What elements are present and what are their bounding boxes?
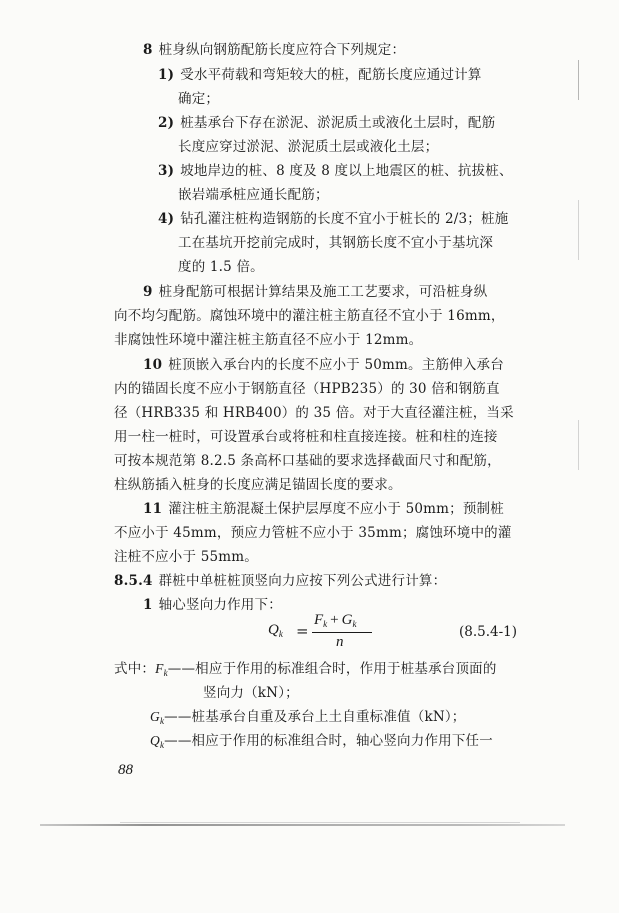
item-number: 8 <box>143 42 153 58</box>
formula-lhs: $Q_k$ <box>268 622 283 639</box>
scan-artifact-line <box>120 822 520 823</box>
item-text: 桩身配筋可根据计算结果及施工工艺要求，可沿桩身纵 <box>158 284 488 300</box>
page-number: 88 <box>118 762 133 778</box>
item-text: 注桩不应小于 55mm。 <box>114 549 258 565</box>
item-number: 9 <box>143 284 153 300</box>
subitem-2-cont <box>178 137 438 157</box>
item-1-axial <box>143 595 282 615</box>
scan-artifact-edge <box>40 824 565 826</box>
item-11-cont2 <box>114 547 258 567</box>
subitem-text: 桩基承台下存在淤泥、淤泥质土或液化土层时，配筋 <box>180 115 496 131</box>
subitem-text: 钻孔灌注桩构造钢筋的长度不宜小于桩长的 2/3；桩施 <box>180 211 509 227</box>
def-qk <box>150 731 493 755</box>
subitem-3-cont <box>178 185 329 205</box>
subitem-1 <box>158 65 482 85</box>
def-text: 竖向力（kN）； <box>203 685 299 701</box>
item-text: 灌注桩主筋混凝土保护层厚度不应小于 50mm；预制桩 <box>168 501 504 517</box>
subitem-text: 度的 1.5 倍。 <box>178 259 264 275</box>
def-symbol: $G_k$ <box>150 709 165 726</box>
subitem-text: 受水平荷载和弯矩较大的桩，配筋长度应通过计算 <box>180 67 482 83</box>
subitem-text: 嵌岩端承桩应通长配筋； <box>178 187 329 203</box>
scan-edge-mark <box>578 420 579 470</box>
subitem-text: 工在基坑开挖前完成时，其钢筋长度不宜小于基坑深 <box>178 235 494 251</box>
def-symbol: $Q_k$ <box>150 733 165 750</box>
item-10-cont2 <box>114 403 514 423</box>
subitem-number: 2) <box>158 115 175 131</box>
subitem-text: 确定； <box>178 91 220 107</box>
item-text: 柱纵筋插入桩身的长度应满足锚固长度的要求。 <box>114 477 402 493</box>
item-text: 向不均匀配筋。腐蚀环境中的灌注桩主筋直径不宜小于 16mm， <box>114 308 505 324</box>
item-text: 内的锚固长度不应小于钢筋直径（HPB235）的 30 倍和钢筋直 <box>114 381 500 397</box>
def-gk <box>150 707 466 731</box>
item-10-cont5 <box>114 475 402 495</box>
item-9-cont2 <box>114 330 422 350</box>
formula-equals: = <box>296 622 309 640</box>
subitem-4-cont2 <box>178 257 264 277</box>
item-number: 1 <box>143 597 153 613</box>
item-11 <box>143 499 504 519</box>
item-number: 11 <box>143 501 163 517</box>
item-10-cont <box>114 379 500 399</box>
subitem-number: 1) <box>158 67 175 83</box>
subitem-text: 坡地岸边的桩、8 度及 8 度以上地震区的桩、抗拔桩、 <box>180 163 513 179</box>
subitem-4 <box>158 209 508 229</box>
item-text: 桩顶嵌入承台内的长度不应小于 50mm。主筋伸入承台 <box>168 357 504 373</box>
def-text: ——相应于作用的标准组合时，作用于桩基承台顶面的 <box>167 661 497 677</box>
fraction-bar <box>312 632 372 633</box>
formula-8-5-4-1 <box>268 612 408 654</box>
section-number: 8.5.4 <box>114 573 153 589</box>
item-text: 桩身纵向钢筋配筋长度应符合下列规定： <box>158 42 406 58</box>
scan-edge-mark <box>578 200 579 260</box>
item-text: 可按本规范第 8.2.5 条高杯口基础的要求选择截面尺寸和配筋， <box>114 453 501 469</box>
item-text: 径（HRB335 和 HRB400）的 35 倍。对于大直径灌注桩，当采 <box>114 405 514 421</box>
subitem-text: 长度应穿过淤泥、淤泥质土层或液化土层； <box>178 139 439 155</box>
subitem-3 <box>158 161 513 181</box>
subitem-4-cont <box>178 233 493 253</box>
item-11-cont <box>114 523 512 543</box>
formula-denominator: n <box>336 634 344 650</box>
subitem-number: 3) <box>158 163 175 179</box>
item-8 <box>143 40 405 60</box>
section-text: 群桩中单桩桩顶竖向力应按下列公式进行计算： <box>158 573 447 589</box>
subitem-number: 4) <box>158 211 175 227</box>
def-text: ——相应于作用的标准组合时，轴心竖向力作用下任一 <box>164 733 493 749</box>
subitem-1-cont <box>178 89 219 109</box>
item-text: 非腐蚀性环境中灌注桩主筋直径不应小于 12mm。 <box>114 332 423 348</box>
item-10-cont4 <box>114 451 501 471</box>
formula-numerator: $F_k + G_k$ <box>314 612 357 629</box>
def-fk-cont <box>203 683 299 703</box>
item-9-cont <box>114 306 505 326</box>
subitem-2 <box>158 113 495 133</box>
item-text: 轴心竖向力作用下： <box>158 597 282 613</box>
def-fk <box>114 659 497 683</box>
item-text: 不应小于 45mm，预应力管桩不应小于 35mm；腐蚀环境中的灌 <box>114 525 512 541</box>
def-prefix: 式中： <box>114 661 156 677</box>
item-text: 用一柱一桩时，可设置承台或将桩和柱直接连接。桩和柱的连接 <box>114 429 498 445</box>
item-10-cont3 <box>114 427 498 447</box>
def-text: ——桩基承台自重及承台上土自重标准值（kN）； <box>164 709 466 725</box>
item-9 <box>143 282 487 302</box>
scan-edge-mark <box>578 60 579 100</box>
equation-number: (8.5.4-1) <box>459 624 518 640</box>
def-symbol: $F_k$ <box>155 661 168 678</box>
item-10 <box>143 355 504 375</box>
item-number: 10 <box>143 357 163 373</box>
section-8-5-4 <box>114 571 446 591</box>
